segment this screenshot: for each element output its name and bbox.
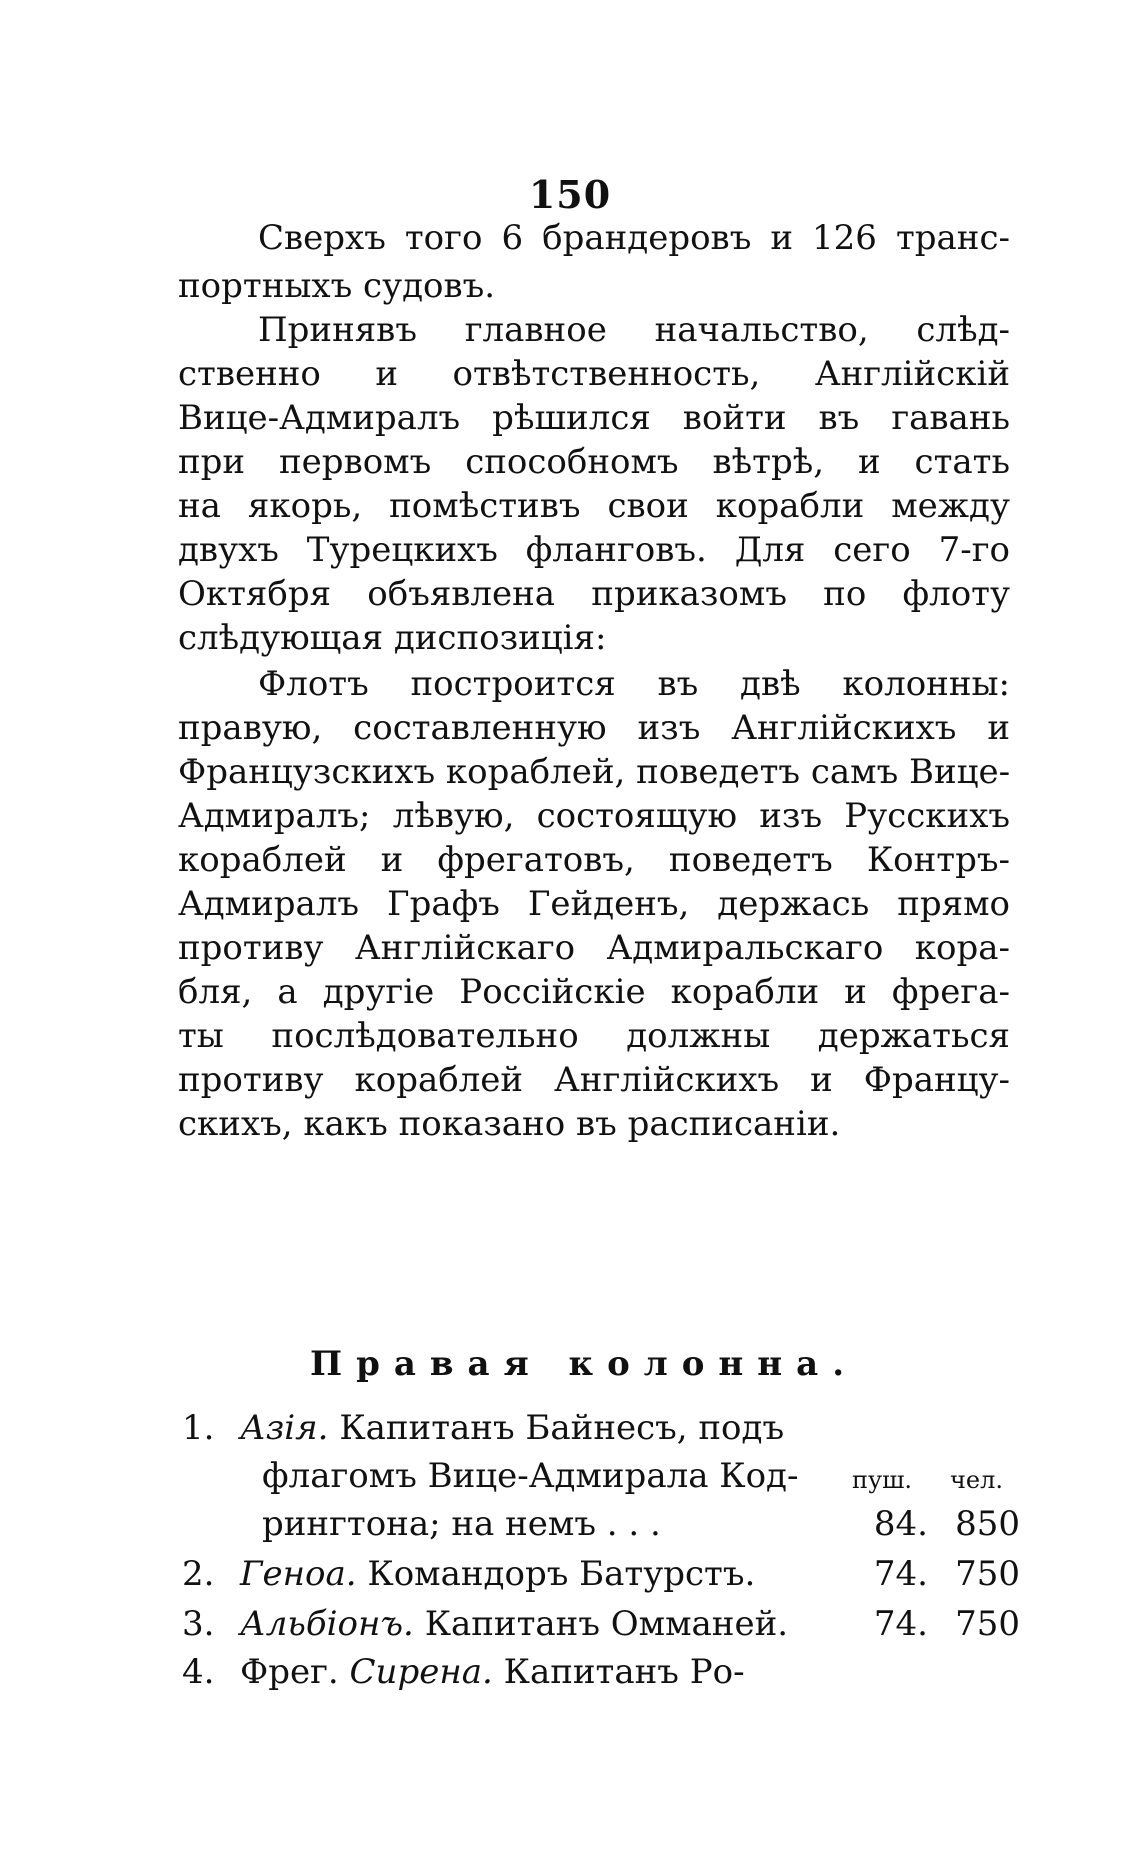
paragraph-2-line-2: ственно и отвѣтственность, Англійскій — [178, 354, 1010, 394]
paragraph-3-line-9: ты послѣдовательно должны держаться — [178, 1016, 1010, 1056]
paragraph-2-line-4: при первомъ способномъ вѣтрѣ, и стать — [178, 442, 1010, 482]
entry-description: Капитанъ Байнесъ, подъ — [339, 1408, 785, 1448]
paragraph-2-line-6: двухъ Турецкихъ фланговъ. Для сего 7-го — [178, 530, 1010, 570]
entry-line — [240, 1600, 788, 1648]
entry-number: 4. — [182, 1652, 215, 1692]
guns-value: 74. — [873, 1604, 928, 1644]
ship-name: Сирена. — [349, 1652, 493, 1692]
paragraph-3-line-2: правую, составленную изъ Англійскихъ и — [178, 708, 1010, 748]
ship-name: Альбіонъ. — [240, 1604, 414, 1644]
entry-description: Капитанъ Ро- — [503, 1652, 745, 1692]
paragraph-2-line-5: на якорь, помѣстивъ свои корабли между — [178, 486, 1010, 526]
section-heading: Правая колонна. — [310, 1344, 859, 1384]
entry-line — [240, 1550, 755, 1598]
paragraph-2-line-1: Принявъ главное начальство, слѣд- — [258, 310, 1010, 350]
entry-description: Капитанъ Омманей. — [424, 1604, 789, 1644]
paragraph-2-line-8: слѣдующая диспозиція: — [178, 618, 607, 658]
entry-line — [240, 1648, 745, 1696]
page-number: 150 — [528, 172, 612, 217]
paragraph-3-line-11: скихъ, какъ показано въ расписаніи. — [178, 1104, 841, 1144]
entry-number: 1. — [182, 1408, 215, 1448]
paragraph-2-line-7: Октября объявлена приказомъ по флоту — [178, 574, 1010, 614]
paragraph-3-line-7: противу Англійскаго Адмиральскаго кора- — [178, 928, 1010, 968]
guns-value: 84. — [873, 1504, 928, 1544]
crew-value: 750 — [955, 1554, 1020, 1594]
crew-value: 750 — [955, 1604, 1020, 1644]
ship-name: Азія. — [240, 1408, 329, 1448]
paragraph-2-line-3: Вице-Адмиралъ рѣшился войти въ гавань — [178, 398, 1010, 438]
paragraph-3-line-10: противу кораблей Англійскихъ и Францу- — [178, 1060, 1010, 1100]
entry-line — [240, 1404, 784, 1452]
paragraph-3-line-4: Адмиралъ; лѣвую, состоящую изъ Русскихъ — [178, 796, 1010, 836]
paragraph-1-line-2: портныхъ судовъ. — [178, 266, 496, 306]
entry-continuation: рингтона; на немъ . . . — [262, 1504, 661, 1544]
paragraph-3-line-6: Адмиралъ Графъ Гейденъ, держась прямо — [178, 884, 1010, 924]
guns-value: 74. — [873, 1554, 928, 1594]
paragraph-3-line-8: бля, а другіе Россійскіе корабли и фрега- — [178, 972, 1010, 1012]
entry-number: 2. — [182, 1554, 215, 1594]
column-header-guns: пуш. — [852, 1466, 913, 1494]
paragraph-3-line-3: Французскихъ кораблей, поведетъ самъ Вице- — [178, 752, 1011, 792]
paragraph-1-line-1: Сверхъ того 6 брандеровъ и 126 транс- — [258, 218, 1010, 258]
vessel-type: Фрег. — [240, 1652, 339, 1692]
crew-value: 850 — [955, 1504, 1020, 1544]
column-header-men: чел. — [950, 1466, 1003, 1494]
paragraph-3-line-1: Флотъ построится въ двѣ колонны: — [258, 664, 1010, 704]
entry-continuation: флагомъ Вице-Адмирала Код- — [262, 1456, 799, 1496]
entry-number: 3. — [182, 1604, 215, 1644]
entry-description: Командоръ Батурстъ. — [367, 1554, 756, 1594]
paragraph-3-line-5: кораблей и фрегатовъ, поведетъ Контръ- — [178, 840, 1010, 880]
ship-name: Геноа. — [240, 1554, 357, 1594]
